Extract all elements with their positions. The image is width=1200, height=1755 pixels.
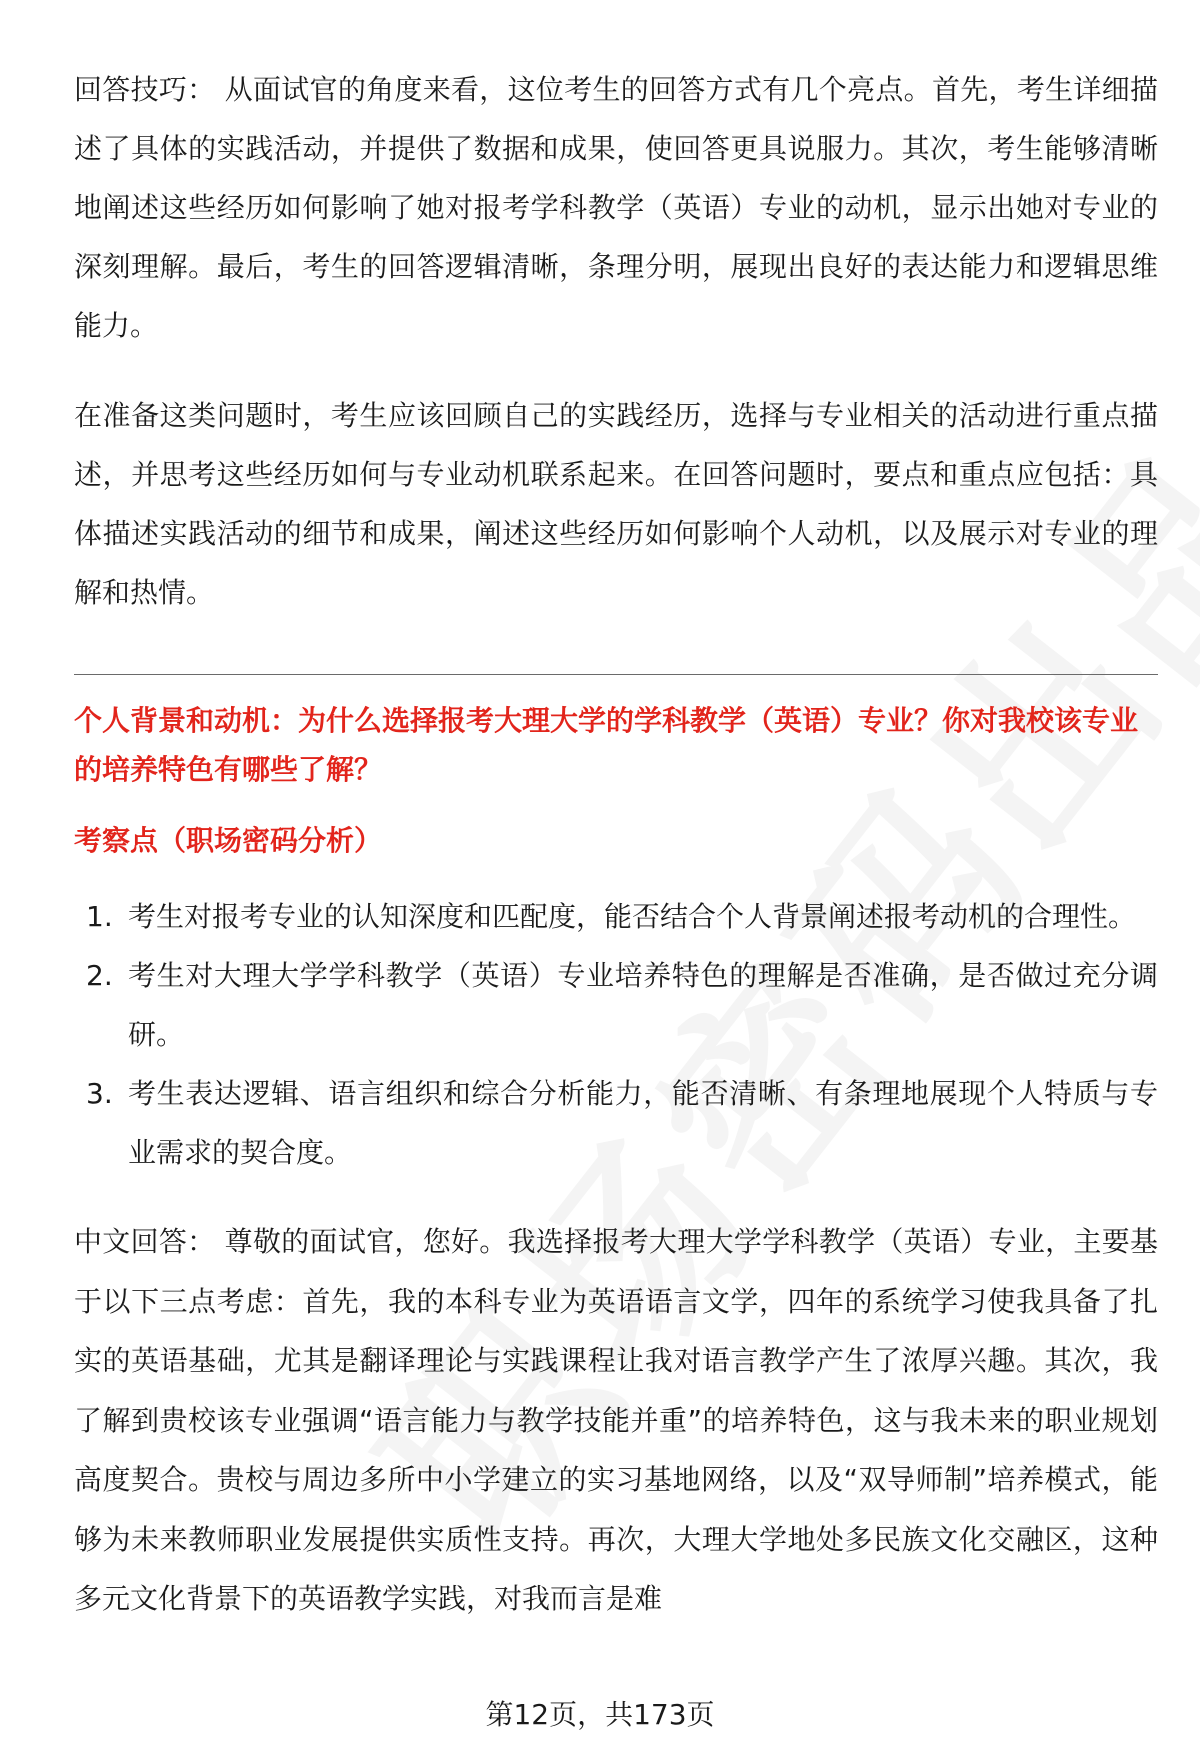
list-item: [74, 887, 1158, 946]
page-number: 第12页，共173页: [485, 1698, 715, 1731]
list-item: [74, 1064, 1158, 1182]
list-item-number: 1.: [86, 900, 113, 933]
section-divider: [74, 674, 1158, 675]
question-section: [74, 696, 1158, 1629]
assessment-points-heading: 考察点（职场密码分析）: [74, 824, 383, 857]
chinese-answer-paragraph: 中文回答： 尊敬的面试官，您好。我选择报考大理大学学科教学（英语）专业，主要基于以下三点考虑：首先，我的本科专业为英语语言文学，四年的系统学习使我具备了扎实的英语基础，尤其是翻译理论与实践课程让我对语言教学产生了浓厚兴趣。其次，我了解到贵校该专业强调“语言能力与教学技能并重”的培养特色，这与我未来的职业规划高度契合。贵校与周边多所中小学建立的实习基地网络，以及“双导师制”培养模式，能够为未来教师职业发展提供实质性支持。再次，大理大学地处多民族文化交融区，这种多元文化背景下的英语教学实践，对我而言是难: [74, 1225, 1158, 1615]
prep-paragraph: 在准备这类问题时，考生应该回顾自己的实践经历，选择与专业相关的活动进行重点描述，并思考这些经历如何与专业动机联系起来。在回答问题时，要点和重点应包括：具体描述实践活动的细节和成果，阐述这些经历如何影响个人动机，以及展示对专业的理解和热情。: [74, 399, 1158, 609]
list-item-text: 考生对报考专业的认知深度和匹配度，能否结合个人背景阐述报考动机的合理性。: [128, 900, 1137, 933]
assessment-points-list: [74, 887, 1158, 1182]
list-item: [74, 946, 1158, 1064]
list-item-text: 考生对大理大学学科教学（英语）专业培养特色的理解是否准确，是否做过充分调研。: [128, 959, 1158, 1051]
list-item-number: 3.: [86, 1077, 113, 1110]
list-item-text: 考生表达逻辑、语言组织和综合分析能力，能否清晰、有条理地展现个人特质与专业需求的契合度。: [128, 1077, 1158, 1169]
question-heading: 个人背景和动机：为什么选择报考大理大学的学科教学（英语）专业？你对我校该专业的培养特色有哪些了解？: [74, 704, 1139, 786]
top-content: [74, 60, 1158, 622]
tips-paragraph: 回答技巧： 从面试官的角度来看，这位考生的回答方式有几个亮点。首先，考生详细描述了具体的实践活动，并提供了数据和成果，使回答更具说服力。其次，考生能够清晰地阐述这些经历如何影响了她对报考学科教学（英语）专业的动机，显示出她对专业的深刻理解。最后，考生的回答逻辑清晰，条理分明，展现出良好的表达能力和逻辑思维能力。: [74, 73, 1158, 342]
list-item-number: 2.: [86, 959, 113, 992]
